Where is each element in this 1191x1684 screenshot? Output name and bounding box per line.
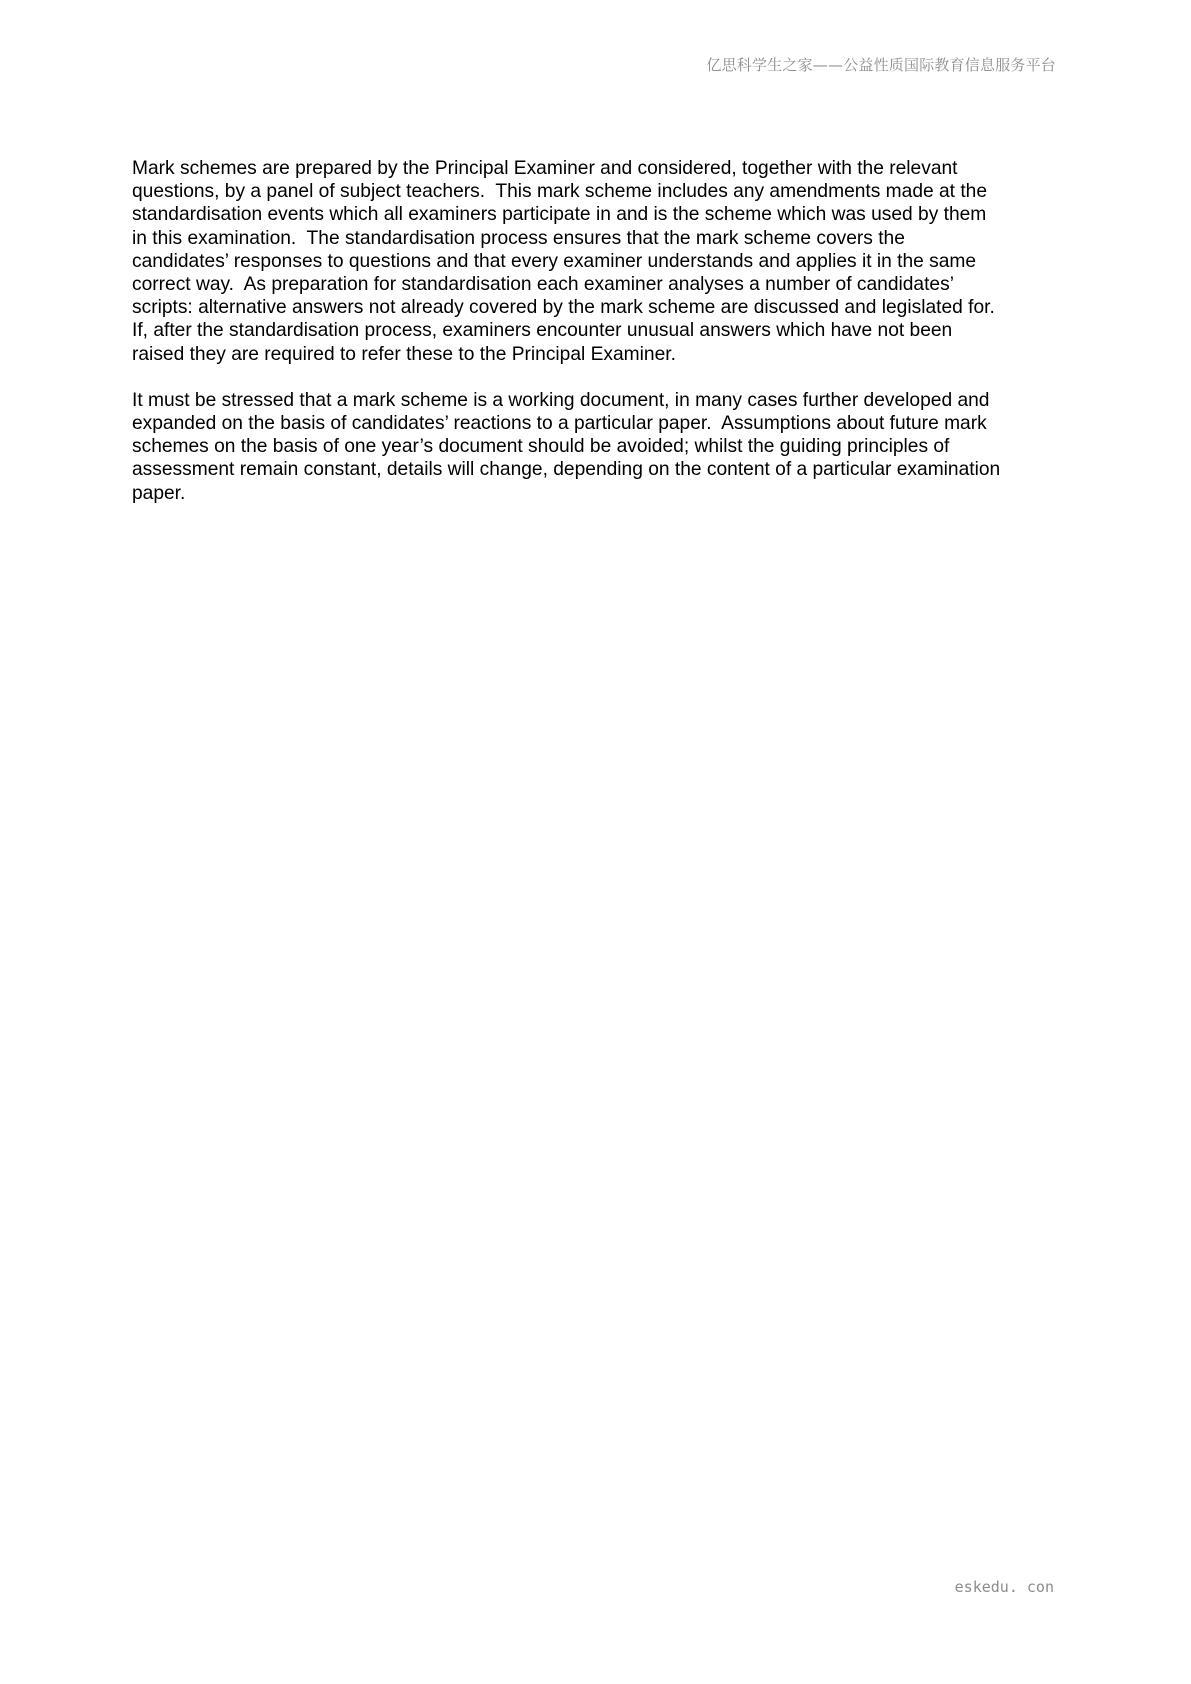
text-line: paper.	[132, 482, 186, 504]
text-line: scripts: alternative answers not already covered by the mark scheme are discussed and legislated for.	[132, 297, 995, 319]
text-line: assessment remain constant, details will change, depending on the content of a particular examination	[132, 459, 1001, 481]
text-line: correct way. As preparation for standardisation each examiner analyses a number of candidates’	[132, 274, 954, 296]
text-line: standardisation events which all examiners participate in and is the scheme which was used by them	[132, 204, 987, 226]
text-line: If, after the standardisation process, examiners encounter unusual answers which have not been	[132, 320, 953, 342]
text-line: candidates’ responses to questions and that every examiner understands and applies it in the same	[132, 250, 977, 272]
text-line: Mark schemes are prepared by the Principal Examiner and considered, together with the relevant	[132, 158, 958, 179]
document-body	[132, 157, 1062, 505]
text-line: questions, by a panel of subject teachers. This mark scheme includes any amendments made at the	[132, 181, 988, 203]
text-line: expanded on the basis of candidates’ reactions to a particular paper. Assumptions about future mark	[132, 413, 987, 435]
text-line: raised they are required to refer these to the Principal Examiner.	[132, 343, 676, 365]
paragraph-mark-scheme-preparation	[132, 157, 1062, 366]
page-footer-site: eskedu. con	[954, 1578, 1054, 1596]
page-header-watermark: 亿思科学生之家——公益性质国际教育信息服务平台	[706, 56, 1056, 74]
text-line: in this examination. The standardisation process ensures that the mark scheme covers the	[132, 227, 905, 249]
text-line: It must be stressed that a mark scheme is a working document, in many cases further developed and	[132, 389, 990, 411]
text-line: schemes on the basis of one year’s document should be avoided; whilst the guiding principles of	[132, 436, 950, 458]
paragraph-working-document	[132, 389, 1062, 505]
